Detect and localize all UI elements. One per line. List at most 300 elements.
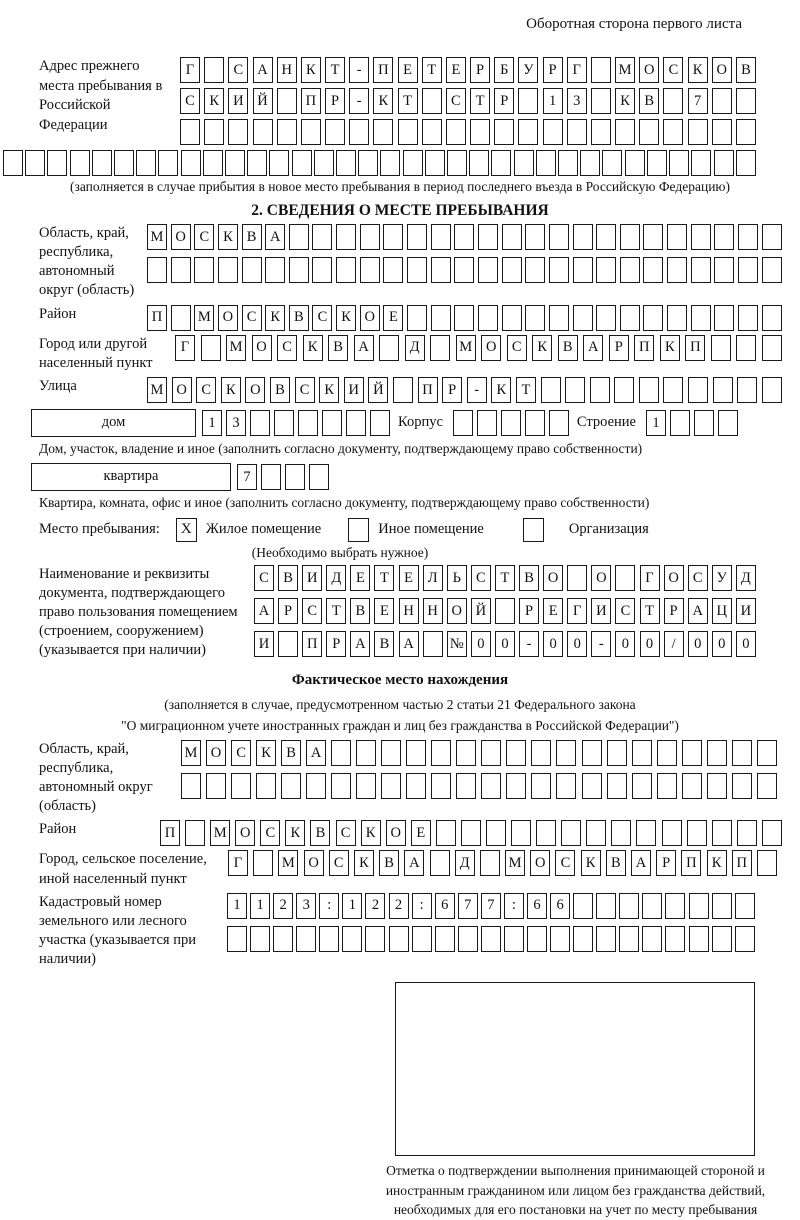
char-box[interactable] xyxy=(253,850,273,876)
char-box[interactable] xyxy=(504,926,524,952)
char-box[interactable] xyxy=(596,224,616,250)
char-box[interactable]: 0 xyxy=(688,631,708,657)
char-box[interactable] xyxy=(712,88,732,114)
char-box[interactable] xyxy=(185,820,205,846)
char-box[interactable] xyxy=(477,410,497,436)
char-box[interactable]: Е xyxy=(446,57,466,83)
char-box[interactable]: Т xyxy=(325,57,345,83)
char-box[interactable] xyxy=(688,377,708,403)
char-box[interactable] xyxy=(227,926,247,952)
char-box[interactable] xyxy=(431,224,451,250)
char-box[interactable]: Т xyxy=(422,57,442,83)
char-box[interactable] xyxy=(689,926,709,952)
checkbox-organization[interactable] xyxy=(523,518,544,542)
char-box[interactable] xyxy=(312,257,332,283)
char-box[interactable] xyxy=(458,926,478,952)
char-box[interactable] xyxy=(285,464,305,490)
char-box[interactable]: Е xyxy=(350,565,370,591)
char-box[interactable]: С xyxy=(277,335,297,361)
char-box[interactable] xyxy=(180,119,200,145)
char-box[interactable]: 1 xyxy=(202,410,222,436)
char-box[interactable] xyxy=(531,773,551,799)
char-box[interactable] xyxy=(277,88,297,114)
char-box[interactable]: Р xyxy=(609,335,629,361)
char-box[interactable]: О xyxy=(591,565,611,591)
char-box[interactable]: Е xyxy=(399,565,419,591)
char-box[interactable]: В xyxy=(328,335,348,361)
char-box[interactable] xyxy=(250,926,270,952)
char-box[interactable] xyxy=(667,305,687,331)
char-box[interactable] xyxy=(762,257,782,283)
char-box[interactable] xyxy=(446,119,466,145)
char-box[interactable] xyxy=(322,410,342,436)
char-box[interactable]: Е xyxy=(543,598,563,624)
char-box[interactable]: В xyxy=(281,740,301,766)
char-box[interactable]: О xyxy=(360,305,380,331)
char-box[interactable]: М xyxy=(615,57,635,83)
char-box[interactable] xyxy=(356,773,376,799)
char-box[interactable]: К xyxy=(336,305,356,331)
char-box[interactable] xyxy=(667,224,687,250)
char-box[interactable]: 2 xyxy=(365,893,385,919)
char-box[interactable]: К xyxy=(301,57,321,83)
char-box[interactable]: : xyxy=(412,893,432,919)
char-box[interactable]: / xyxy=(664,631,684,657)
char-box[interactable] xyxy=(590,377,610,403)
char-box[interactable] xyxy=(714,150,734,176)
char-box[interactable]: 6 xyxy=(550,893,570,919)
char-box[interactable]: У xyxy=(712,565,732,591)
char-box[interactable]: А xyxy=(688,598,708,624)
char-box[interactable] xyxy=(261,464,281,490)
char-box[interactable] xyxy=(456,740,476,766)
char-box[interactable]: С xyxy=(196,377,216,403)
char-box[interactable] xyxy=(481,740,501,766)
char-box[interactable] xyxy=(407,224,427,250)
char-box[interactable] xyxy=(591,57,611,83)
char-box[interactable] xyxy=(319,926,339,952)
char-box[interactable] xyxy=(325,119,345,145)
char-box[interactable] xyxy=(312,224,332,250)
char-box[interactable] xyxy=(25,150,45,176)
char-box[interactable]: О xyxy=(543,565,563,591)
char-box[interactable]: Т xyxy=(495,565,515,591)
char-box[interactable] xyxy=(495,598,515,624)
char-box[interactable] xyxy=(423,631,443,657)
char-box[interactable]: К xyxy=(581,850,601,876)
char-box[interactable]: П xyxy=(160,820,180,846)
char-box[interactable]: Й xyxy=(471,598,491,624)
char-box[interactable] xyxy=(691,150,711,176)
char-box[interactable] xyxy=(573,257,593,283)
char-box[interactable] xyxy=(346,410,366,436)
char-box[interactable]: М xyxy=(456,335,476,361)
char-box[interactable] xyxy=(663,377,683,403)
char-box[interactable]: Б xyxy=(494,57,514,83)
char-box[interactable]: П xyxy=(373,57,393,83)
char-box[interactable]: М xyxy=(505,850,525,876)
char-box[interactable]: П xyxy=(301,88,321,114)
char-box[interactable]: С xyxy=(302,598,322,624)
char-box[interactable]: О xyxy=(712,57,732,83)
char-box[interactable] xyxy=(663,88,683,114)
char-box[interactable]: М xyxy=(147,224,167,250)
char-box[interactable]: К xyxy=(319,377,339,403)
char-box[interactable] xyxy=(309,464,329,490)
char-box[interactable]: О xyxy=(245,377,265,403)
char-box[interactable] xyxy=(670,410,690,436)
char-box[interactable] xyxy=(602,150,622,176)
char-box[interactable] xyxy=(478,305,498,331)
char-box[interactable] xyxy=(536,820,556,846)
char-box[interactable]: С xyxy=(312,305,332,331)
char-box[interactable] xyxy=(289,257,309,283)
char-box[interactable] xyxy=(502,257,522,283)
char-box[interactable] xyxy=(707,773,727,799)
char-box[interactable]: С xyxy=(260,820,280,846)
char-box[interactable] xyxy=(269,150,289,176)
char-box[interactable] xyxy=(425,150,445,176)
char-box[interactable]: Р xyxy=(325,88,345,114)
char-box[interactable] xyxy=(691,224,711,250)
char-box[interactable]: К xyxy=(361,820,381,846)
char-box[interactable] xyxy=(611,820,631,846)
char-box[interactable] xyxy=(431,257,451,283)
char-box[interactable] xyxy=(412,926,432,952)
char-box[interactable] xyxy=(525,305,545,331)
char-box[interactable] xyxy=(549,224,569,250)
char-box[interactable] xyxy=(447,150,467,176)
char-box[interactable]: И xyxy=(736,598,756,624)
char-box[interactable]: Г xyxy=(180,57,200,83)
char-box[interactable] xyxy=(550,926,570,952)
char-box[interactable]: 1 xyxy=(543,88,563,114)
char-box[interactable]: 1 xyxy=(250,893,270,919)
char-box[interactable]: Н xyxy=(277,57,297,83)
char-box[interactable]: Е xyxy=(411,820,431,846)
char-box[interactable] xyxy=(306,773,326,799)
char-box[interactable] xyxy=(615,565,635,591)
char-box[interactable]: С xyxy=(194,224,214,250)
char-box[interactable] xyxy=(431,773,451,799)
char-box[interactable]: О xyxy=(304,850,324,876)
char-box[interactable] xyxy=(762,305,782,331)
char-box[interactable]: Й xyxy=(368,377,388,403)
char-box[interactable] xyxy=(380,150,400,176)
char-box[interactable]: А xyxy=(253,57,273,83)
char-box[interactable]: К xyxy=(707,850,727,876)
char-box[interactable] xyxy=(247,150,267,176)
char-box[interactable]: 7 xyxy=(237,464,257,490)
char-box[interactable]: Т xyxy=(640,598,660,624)
char-box[interactable]: О xyxy=(386,820,406,846)
char-box[interactable] xyxy=(389,926,409,952)
char-box[interactable] xyxy=(527,926,547,952)
char-box[interactable]: В xyxy=(242,224,262,250)
char-box[interactable] xyxy=(422,88,442,114)
char-box[interactable] xyxy=(502,224,522,250)
char-box[interactable]: А xyxy=(254,598,274,624)
char-box[interactable] xyxy=(573,893,593,919)
char-box[interactable] xyxy=(360,257,380,283)
char-box[interactable]: А xyxy=(583,335,603,361)
char-box[interactable] xyxy=(379,335,399,361)
char-box[interactable]: 3 xyxy=(567,88,587,114)
char-box[interactable]: Ь xyxy=(447,565,467,591)
char-box[interactable] xyxy=(712,893,732,919)
char-box[interactable]: К xyxy=(354,850,374,876)
char-box[interactable] xyxy=(381,740,401,766)
char-box[interactable] xyxy=(228,119,248,145)
char-box[interactable]: Д xyxy=(736,565,756,591)
char-box[interactable]: - xyxy=(591,631,611,657)
char-box[interactable]: К xyxy=(373,88,393,114)
char-box[interactable]: Н xyxy=(423,598,443,624)
char-box[interactable]: В xyxy=(310,820,330,846)
char-box[interactable] xyxy=(525,410,545,436)
char-box[interactable] xyxy=(250,410,270,436)
char-box[interactable]: С xyxy=(336,820,356,846)
char-box[interactable] xyxy=(506,773,526,799)
char-box[interactable] xyxy=(643,305,663,331)
char-box[interactable]: Р xyxy=(519,598,539,624)
char-box[interactable]: 6 xyxy=(527,893,547,919)
char-box[interactable] xyxy=(274,410,294,436)
char-box[interactable]: Т xyxy=(516,377,536,403)
char-box[interactable] xyxy=(691,305,711,331)
char-box[interactable] xyxy=(735,893,755,919)
char-box[interactable]: С xyxy=(329,850,349,876)
char-box[interactable]: 0 xyxy=(471,631,491,657)
char-box[interactable]: П xyxy=(685,335,705,361)
char-box[interactable] xyxy=(582,773,602,799)
char-box[interactable] xyxy=(558,150,578,176)
char-box[interactable] xyxy=(688,119,708,145)
char-box[interactable]: 2 xyxy=(273,893,293,919)
char-box[interactable] xyxy=(289,224,309,250)
char-box[interactable] xyxy=(657,773,677,799)
char-box[interactable] xyxy=(365,926,385,952)
char-box[interactable]: П xyxy=(418,377,438,403)
char-box[interactable]: 3 xyxy=(296,893,316,919)
char-box[interactable] xyxy=(171,257,191,283)
char-box[interactable] xyxy=(643,224,663,250)
char-box[interactable] xyxy=(265,257,285,283)
char-box[interactable]: 0 xyxy=(736,631,756,657)
char-box[interactable]: С xyxy=(688,565,708,591)
char-box[interactable] xyxy=(203,150,223,176)
char-box[interactable] xyxy=(736,335,756,361)
char-box[interactable] xyxy=(407,305,427,331)
char-box[interactable] xyxy=(687,820,707,846)
char-box[interactable]: О xyxy=(447,598,467,624)
char-box[interactable] xyxy=(506,740,526,766)
char-box[interactable] xyxy=(253,119,273,145)
char-box[interactable] xyxy=(619,893,639,919)
char-box[interactable]: К xyxy=(221,377,241,403)
char-box[interactable]: О xyxy=(171,224,191,250)
char-box[interactable] xyxy=(342,926,362,952)
char-box[interactable]: 0 xyxy=(640,631,660,657)
char-box[interactable]: С xyxy=(446,88,466,114)
char-box[interactable] xyxy=(665,893,685,919)
char-box[interactable] xyxy=(591,88,611,114)
char-box[interactable] xyxy=(657,740,677,766)
char-box[interactable] xyxy=(667,257,687,283)
char-box[interactable]: С xyxy=(254,565,274,591)
char-box[interactable] xyxy=(573,926,593,952)
char-box[interactable] xyxy=(436,820,456,846)
char-box[interactable] xyxy=(619,926,639,952)
char-box[interactable] xyxy=(383,224,403,250)
char-box[interactable] xyxy=(549,257,569,283)
char-box[interactable]: Е xyxy=(398,57,418,83)
char-box[interactable] xyxy=(735,926,755,952)
char-box[interactable] xyxy=(642,893,662,919)
char-box[interactable]: И xyxy=(254,631,274,657)
char-box[interactable]: 1 xyxy=(227,893,247,919)
char-box[interactable] xyxy=(70,150,90,176)
char-box[interactable]: Й xyxy=(253,88,273,114)
char-box[interactable] xyxy=(596,893,616,919)
char-box[interactable]: Т xyxy=(398,88,418,114)
char-box[interactable]: Г xyxy=(175,335,195,361)
char-box[interactable]: К xyxy=(660,335,680,361)
char-box[interactable]: Г xyxy=(228,850,248,876)
char-box[interactable] xyxy=(694,410,714,436)
char-box[interactable] xyxy=(689,893,709,919)
char-box[interactable] xyxy=(358,150,378,176)
char-box[interactable] xyxy=(713,377,733,403)
char-box[interactable]: А xyxy=(354,335,374,361)
char-box[interactable] xyxy=(614,377,634,403)
char-box[interactable] xyxy=(201,335,221,361)
char-box[interactable]: В xyxy=(606,850,626,876)
char-box[interactable]: С xyxy=(228,57,248,83)
char-box[interactable]: К xyxy=(491,377,511,403)
char-box[interactable]: П xyxy=(732,850,752,876)
char-box[interactable] xyxy=(381,773,401,799)
char-box[interactable] xyxy=(762,820,782,846)
char-box[interactable] xyxy=(691,257,711,283)
char-box[interactable]: К xyxy=(218,224,238,250)
char-box[interactable] xyxy=(383,257,403,283)
char-box[interactable]: С xyxy=(507,335,527,361)
char-box[interactable] xyxy=(486,820,506,846)
char-box[interactable] xyxy=(461,820,481,846)
char-box[interactable]: 0 xyxy=(543,631,563,657)
char-box[interactable] xyxy=(453,410,473,436)
char-box[interactable] xyxy=(665,926,685,952)
char-box[interactable] xyxy=(47,150,67,176)
char-box[interactable] xyxy=(494,119,514,145)
char-box[interactable]: Т xyxy=(374,565,394,591)
char-box[interactable] xyxy=(567,565,587,591)
char-box[interactable]: 7 xyxy=(688,88,708,114)
char-box[interactable] xyxy=(181,150,201,176)
char-box[interactable] xyxy=(525,224,545,250)
char-box[interactable] xyxy=(736,88,756,114)
char-box[interactable]: А xyxy=(631,850,651,876)
char-box[interactable] xyxy=(582,740,602,766)
char-box[interactable]: 3 xyxy=(226,410,246,436)
char-box[interactable] xyxy=(502,305,522,331)
char-box[interactable]: Р xyxy=(543,57,563,83)
checkbox-residential[interactable]: X xyxy=(176,518,197,542)
char-box[interactable]: И xyxy=(591,598,611,624)
char-box[interactable]: О xyxy=(639,57,659,83)
char-box[interactable] xyxy=(549,410,569,436)
char-box[interactable]: К xyxy=(303,335,323,361)
char-box[interactable] xyxy=(541,377,561,403)
char-box[interactable] xyxy=(565,377,585,403)
char-box[interactable]: О xyxy=(664,565,684,591)
char-box[interactable] xyxy=(281,773,301,799)
char-box[interactable] xyxy=(556,740,576,766)
char-box[interactable] xyxy=(669,150,689,176)
char-box[interactable] xyxy=(181,773,201,799)
char-box[interactable] xyxy=(403,150,423,176)
char-box[interactable]: В xyxy=(558,335,578,361)
char-box[interactable]: 7 xyxy=(458,893,478,919)
char-box[interactable]: П xyxy=(147,305,167,331)
char-box[interactable] xyxy=(296,926,316,952)
char-box[interactable] xyxy=(682,773,702,799)
char-box[interactable] xyxy=(518,88,538,114)
char-box[interactable] xyxy=(620,224,640,250)
char-box[interactable]: № xyxy=(447,631,467,657)
char-box[interactable]: - xyxy=(467,377,487,403)
char-box[interactable]: С xyxy=(663,57,683,83)
char-box[interactable] xyxy=(277,119,297,145)
checkbox-other-premises[interactable] xyxy=(348,518,369,542)
char-box[interactable]: А xyxy=(399,631,419,657)
char-box[interactable]: В xyxy=(519,565,539,591)
char-box[interactable] xyxy=(292,150,312,176)
char-box[interactable] xyxy=(757,850,777,876)
char-box[interactable] xyxy=(331,740,351,766)
char-box[interactable] xyxy=(620,305,640,331)
char-box[interactable] xyxy=(732,740,752,766)
char-box[interactable] xyxy=(360,224,380,250)
char-box[interactable] xyxy=(596,257,616,283)
char-box[interactable]: Р xyxy=(278,598,298,624)
char-box[interactable] xyxy=(682,740,702,766)
char-box[interactable] xyxy=(525,257,545,283)
char-box[interactable]: К xyxy=(265,305,285,331)
char-box[interactable]: М xyxy=(181,740,201,766)
char-box[interactable] xyxy=(373,119,393,145)
char-box[interactable]: Н xyxy=(399,598,419,624)
char-box[interactable] xyxy=(331,773,351,799)
char-box[interactable] xyxy=(301,119,321,145)
char-box[interactable]: П xyxy=(681,850,701,876)
char-box[interactable]: Г xyxy=(640,565,660,591)
char-box[interactable]: В xyxy=(639,88,659,114)
char-box[interactable] xyxy=(738,224,758,250)
char-box[interactable] xyxy=(336,150,356,176)
char-box[interactable]: Т xyxy=(470,88,490,114)
char-box[interactable] xyxy=(511,820,531,846)
char-box[interactable] xyxy=(431,740,451,766)
char-box[interactable] xyxy=(736,119,756,145)
char-box[interactable] xyxy=(636,820,656,846)
char-box[interactable]: Р xyxy=(494,88,514,114)
char-box[interactable] xyxy=(454,257,474,283)
char-box[interactable] xyxy=(662,820,682,846)
char-box[interactable]: И xyxy=(302,565,322,591)
char-box[interactable]: Р xyxy=(326,631,346,657)
